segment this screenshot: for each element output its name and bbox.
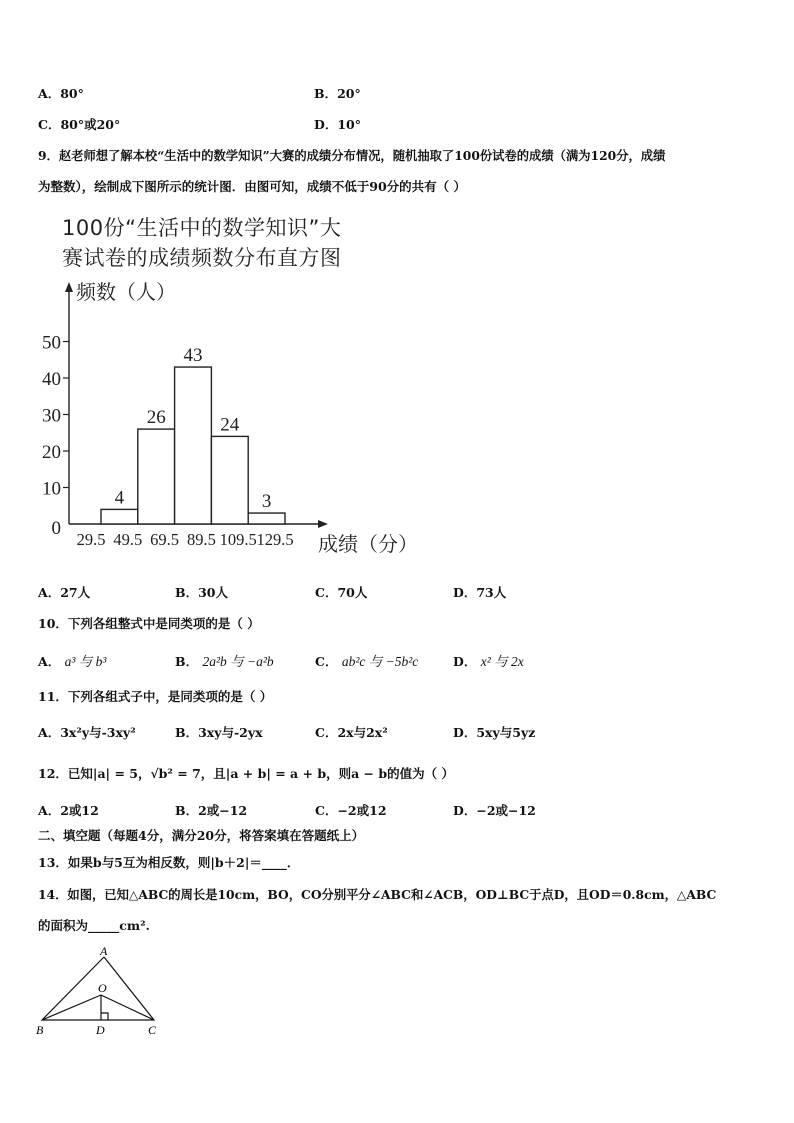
y-tick-label: 30 [42,405,61,427]
q12-stem: 12．已知|a| = 5，√b² = 7，且|a + b| = a + b，则a − b的值为（ ） [38,766,454,781]
q11-option-a: A．3x²y与-3xy² [38,725,136,740]
x-axis-label: 成绩（分） [318,534,418,556]
q10-option-c [315,650,418,670]
segment-co [101,995,154,1020]
label-o: O [98,981,107,995]
q9-option-a: A．27人 [38,585,91,600]
q12-option-c: C．−2或12 [315,803,387,818]
q8-option-d: D．10° [314,117,361,132]
q10-option-b-math: 2a²b 与 −a²b [202,654,274,669]
q12-option-b: B．2或−12 [175,803,248,818]
q9-option-b: B．30人 [175,585,228,600]
q10-option-d-math: x² 与 2x [480,654,524,669]
q8-option-c: C．80°或20° [38,117,121,132]
bar-value-label: 26 [146,407,166,429]
q10-stem: 10．下列各组整式中是同类项的是（ ） [38,616,260,631]
q10-option-b [175,650,274,670]
q10-option-a [38,650,106,670]
label-c: C [148,1023,157,1037]
y-axis-label: 频数（人） [76,282,176,304]
histogram-bar [175,367,212,524]
chart-title-line1: 100份“生活中的数学知识”大 [62,216,342,240]
x-tick-label: 29.5 [76,530,106,549]
q11-option-b: B．3xy与-2yx [175,725,263,740]
x-tick-label: 89.5 [186,530,216,549]
y-tick-label: 40 [42,369,61,390]
q9-option-c: C．70人 [315,585,368,600]
label-d: D [96,1023,105,1037]
q11-option-d: D．5xy与5yz [453,725,536,740]
y-tick-label: 20 [42,442,61,463]
section-heading-fill-in: 二、填空题（每题4分，满分20分，将答案填在答题纸上） [38,828,365,843]
bar-value-label: 24 [220,414,240,436]
q11-stem: 11．下列各组式子中，是同类项的是（ ） [38,689,273,704]
histogram-bar [248,513,285,524]
q10-option-a-letter: A． [38,654,61,669]
q14-stem-line1: 14．如图，已知△ABC的周长是10cm，BO，CO分别平分∠ABC和∠ACB，OD⊥BC于点D，且OD＝0.8cm，△ABC [38,887,717,902]
x-axis-arrow [318,520,328,528]
histogram-bar [101,509,138,524]
q10-option-b-letter: B． [175,654,199,669]
q9-stem-line2: 为整数），绘制成下图所示的统计图．由图可知，成绩不低于90分的共有（ ） [38,179,466,194]
q10-option-a-math: a³ 与 b³ [64,654,107,669]
histogram-chart [0,270,440,560]
bar-value-label: 43 [183,345,203,367]
q14-stem-line2: 的面积为_____cm². [38,918,150,933]
q8-option-b: B．20° [314,86,361,101]
q10-option-c-math: ab²c 与 −5b²c [341,654,419,669]
x-tick-label: 49.5 [113,530,143,549]
segment-bo [42,995,101,1020]
q12-option-a: A．2或12 [38,803,99,818]
y-tick-label: 0 [51,518,61,539]
q9-option-d: D．73人 [453,585,507,600]
bar-value-label: 3 [261,491,272,513]
label-a: A [100,944,108,958]
x-tick-label: 109.5 [219,530,257,549]
y-axis-arrow [65,282,73,292]
right-angle-mark [101,1013,108,1020]
q8-option-a: A．80° [38,86,84,101]
histogram-bar [211,436,248,524]
y-tick-label: 50 [42,332,61,354]
q10-option-d-letter: D． [453,654,477,669]
q10-option-c-letter: C． [315,654,338,669]
triangle-figure [30,940,170,1040]
q13-stem: 13．如果b与5互为相反数，则|b＋2|＝____． [38,855,300,870]
bar-value-label: 4 [114,487,125,509]
label-b: B [36,1023,44,1037]
q11-option-c: C．2x与2x² [315,725,388,740]
q12-option-d: D．−2或−12 [453,803,536,818]
q9-stem-line1: 9．赵老师想了解本校“生活中的数学知识”大赛的成绩分布情况，随机抽取了100份试卷的成绩（满为120分，成绩 [38,148,666,163]
histogram-bar [138,429,175,524]
y-tick-label: 10 [42,478,61,500]
x-tick-label: 69.5 [150,530,180,549]
chart-title-line2: 赛试卷的成绩频数分布直方图 [62,246,342,270]
q10-option-d [453,650,524,670]
x-tick-label: 129.5 [256,530,294,549]
